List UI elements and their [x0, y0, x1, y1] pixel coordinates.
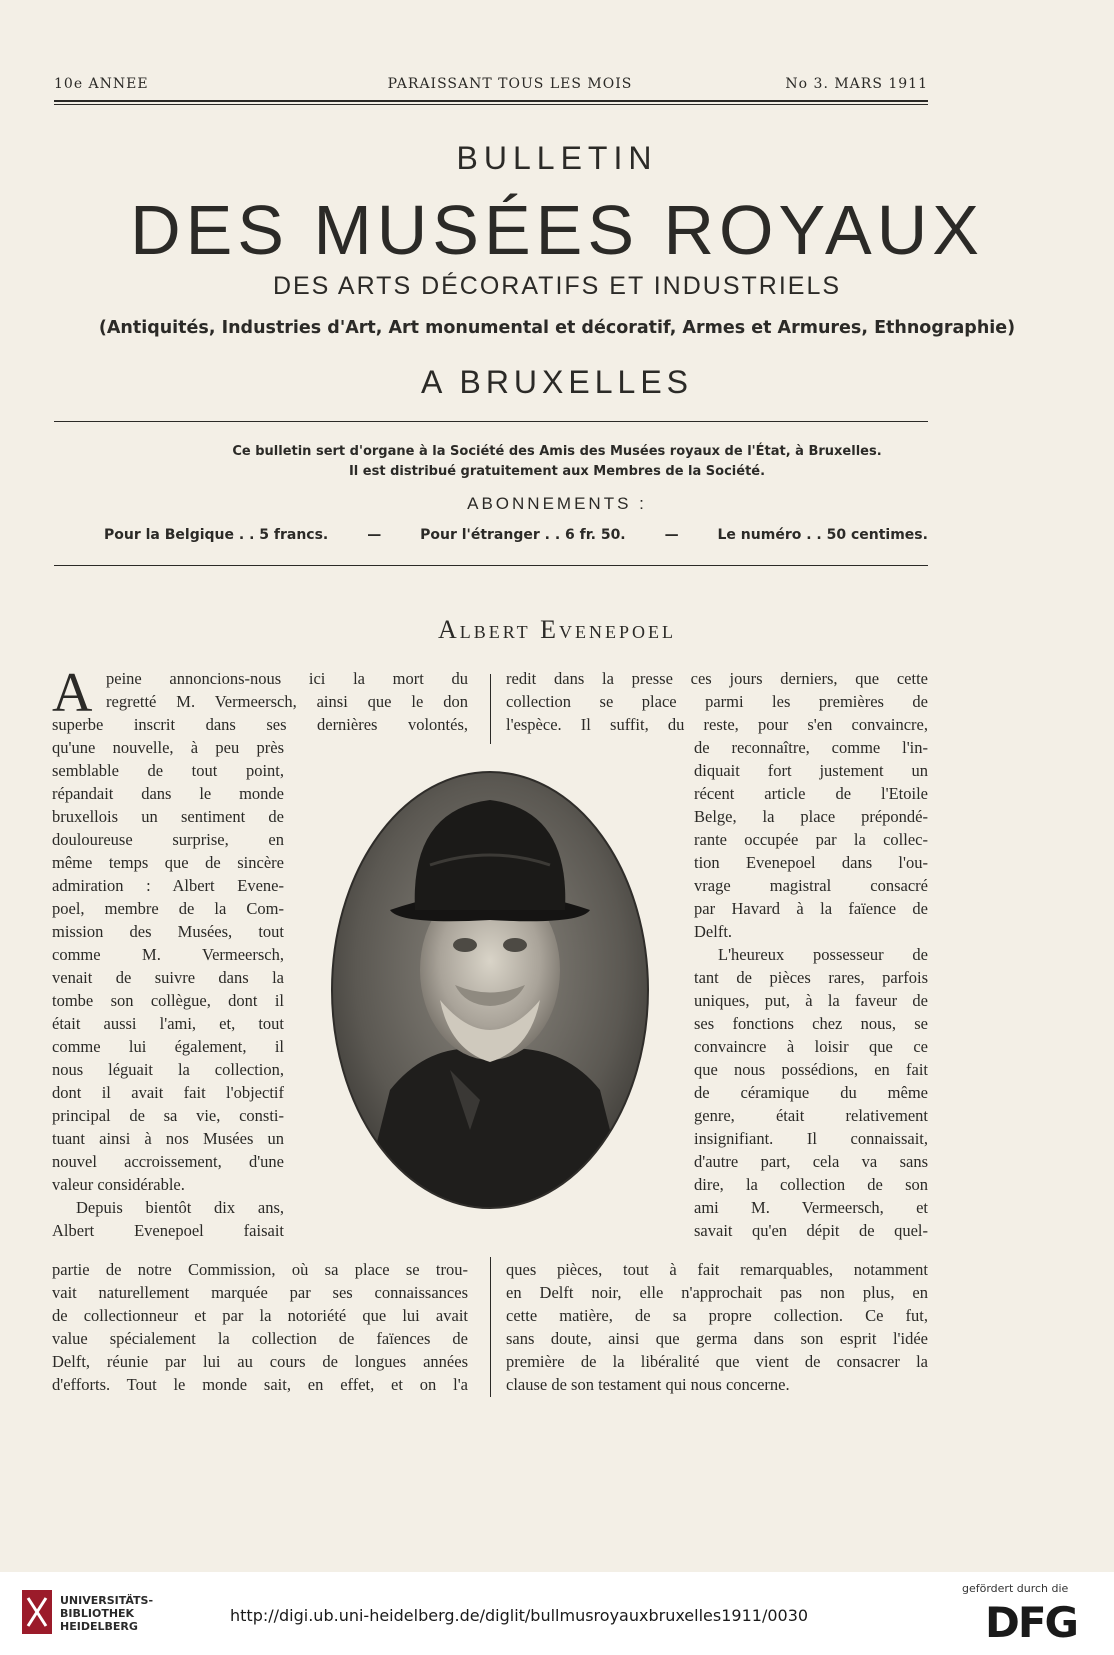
column-divider-top [490, 674, 491, 744]
text-line: tant de pièces rares, parfois [694, 968, 928, 987]
text-line: d'autre part, cela va sans [694, 1152, 928, 1171]
text-line: douloureuse surprise, en [52, 830, 284, 849]
portrait-photo [330, 770, 650, 1210]
price-belgique: Pour la Belgique . . 5 francs. [104, 527, 329, 543]
column-divider-bottom [490, 1257, 491, 1397]
price-etranger: Pour l'étranger . . 6 fr. 50. [420, 527, 626, 543]
subscription-prices [104, 527, 928, 543]
text-line: mission des Musées, tout [52, 922, 284, 941]
text-line: ami M. Vermeersch, et [694, 1198, 928, 1217]
price-separator: — [664, 527, 679, 543]
header-rule-thin [54, 104, 928, 105]
text-line: de reconnaître, comme l'in- [694, 738, 928, 757]
text-line: nouvel accroissement, d'une [52, 1152, 284, 1171]
text-line: l'espèce. Il suffit, du reste, pour s'en convaincre, [506, 715, 928, 734]
text-line: en Delft noir, elle n'approchait pas non plus, en [506, 1283, 928, 1302]
text-line: tombe son collègue, dont il [52, 991, 284, 1010]
text-line: collection se place parmi les premières de [506, 692, 928, 711]
text-line: partie de notre Commission, où sa place se trou- [52, 1260, 468, 1279]
text-line: value spécialement la collection de faïences de [52, 1329, 468, 1348]
text-line: par Havard à la faïence de [694, 899, 928, 918]
text-line: était aussi l'ami, et, tout [52, 1014, 284, 1033]
text-line: redit dans la presse ces jours derniers, que cette [506, 669, 928, 688]
periodicity: PARAISSANT TOUS LES MOIS [387, 76, 633, 92]
text-line: récent article de l'Etoile [694, 784, 928, 803]
notice-line-2: Il est distribué gratuitement aux Membres de la Société. [348, 464, 766, 479]
text-line: première de la libéralité que vient de consacrer la [506, 1352, 928, 1371]
footer-bar [0, 1572, 1114, 1655]
text-line: sans doute, ainsi que germa dans son esprit l'idée [506, 1329, 928, 1348]
text-line: vrage magistral consacré [694, 876, 928, 895]
text-line: venait de suivre dans la [52, 968, 284, 987]
masthead-scope: (Antiquités, Industries d'Art, Art monumental et décoratif, Armes et Armures, Ethnographie) [98, 318, 1016, 338]
price-numero: Le numéro . . 50 centimes. [717, 527, 928, 543]
text-line: L'heureux possesseur de [718, 945, 928, 964]
text-line: comme lui également, il [52, 1037, 284, 1056]
text-line: répandait dans le monde [52, 784, 284, 803]
notice-rule [54, 565, 928, 566]
text-line: que nous possédions, en fait [694, 1060, 928, 1079]
price-separator: — [367, 527, 382, 543]
text-line: dire, la collection de son [694, 1175, 928, 1194]
text-line: Belge, la place prépondé- [694, 807, 928, 826]
text-line: bruxellois un sentiment de [52, 807, 284, 826]
text-line: Delft. [694, 922, 733, 941]
library-name-1: UNIVERSITÄTS- [60, 1594, 154, 1607]
text-line: clause de son testament qui nous concerne. [506, 1375, 790, 1394]
text-line: uniques, put, à la faveur de [694, 991, 928, 1010]
text-line: valeur considérable. [52, 1175, 185, 1194]
text-line: comme M. Vermeersch, [52, 945, 284, 964]
permalink[interactable]: http://digi.ub.uni-heidelberg.de/diglit/bullmusroyauxbruxelles1911/0030 [230, 1606, 809, 1625]
issue-number: No 3. MARS 1911 [785, 76, 928, 92]
masthead-rule [54, 421, 928, 422]
masthead-title: DES MUSÉES ROYAUX [130, 191, 984, 269]
funded-by: gefördert durch die [962, 1582, 1069, 1595]
text-line: savait qu'en dépit de quel- [694, 1221, 928, 1240]
text-line: Albert Evenepoel faisait [52, 1221, 284, 1240]
text-line: principal de sa vie, consti- [52, 1106, 284, 1125]
text-line: convaincre à loisir que ce [694, 1037, 928, 1056]
library-name-2: BIBLIOTHEK [60, 1607, 135, 1620]
masthead-city: A BRUXELLES [421, 364, 693, 400]
text-line: ques pièces, tout à fait remarquables, notamment [506, 1260, 928, 1279]
text-line: dont il avait fait l'objectif [52, 1083, 284, 1102]
notice-line-1: Ce bulletin sert d'organe à la Société des Amis des Musées royaux de l'État, à Bruxelles. [232, 444, 882, 459]
text-line: Depuis bientôt dix ans, [76, 1198, 284, 1217]
masthead-subtitle: DES ARTS DÉCORATIFS ET INDUSTRIELS [272, 272, 842, 300]
text-line: genre, était relativement [694, 1106, 928, 1125]
text-line: de collectionneur et par la notoriété que lui avait [52, 1306, 468, 1325]
text-line: tion Evenepoel dans l'ou- [694, 853, 928, 872]
library-logo-icon [22, 1590, 52, 1634]
text-line: nous léguait la collection, [52, 1060, 284, 1079]
text-line: admiration : Albert Evene- [52, 876, 284, 895]
text-line: ses fonctions chez nous, se [694, 1014, 928, 1033]
text-line: de céramique du même [694, 1083, 928, 1102]
dfg-logo: DFG [985, 1598, 1078, 1647]
text-line: tuant ainsi à nos Musées un [52, 1129, 284, 1148]
subscriptions-title: ABONNEMENTS : [467, 494, 647, 513]
text-line: Delft, réunie par lui au cours de longues années [52, 1352, 468, 1371]
text-line: semblable de tout point, [52, 761, 284, 780]
text-line: cette matière, de sa propre collection. Ce fut, [506, 1306, 928, 1325]
text-line: rante occupée par la collec- [694, 830, 928, 849]
text-line: d'efforts. Tout le monde sait, en effet, et on l'a [52, 1375, 468, 1394]
text-line: diquait fort justement un [694, 761, 928, 780]
masthead-bulletin: BULLETIN [456, 140, 658, 176]
text-line: regretté M. Vermeersch, ainsi que le don [106, 692, 468, 711]
text-line: qu'une nouvelle, à peu près [52, 738, 284, 757]
issue-year: 10e ANNEE [54, 76, 149, 92]
article-title: Albert Evenepoel [437, 615, 677, 644]
drop-cap: A [52, 662, 93, 724]
text-line: vait naturellement marquée par ses connaissances [52, 1283, 468, 1302]
text-line: insignifiant. Il connaissait, [694, 1129, 928, 1148]
header-rule [54, 100, 928, 102]
text-line: peine annoncions-nous ici la mort du [106, 669, 468, 688]
text-line: superbe inscrit dans ses dernières volontés, [52, 715, 468, 734]
text-line: même temps que de sincère [52, 853, 284, 872]
text-line: poel, membre de la Com- [52, 899, 284, 918]
library-name-3: HEIDELBERG [60, 1620, 138, 1633]
